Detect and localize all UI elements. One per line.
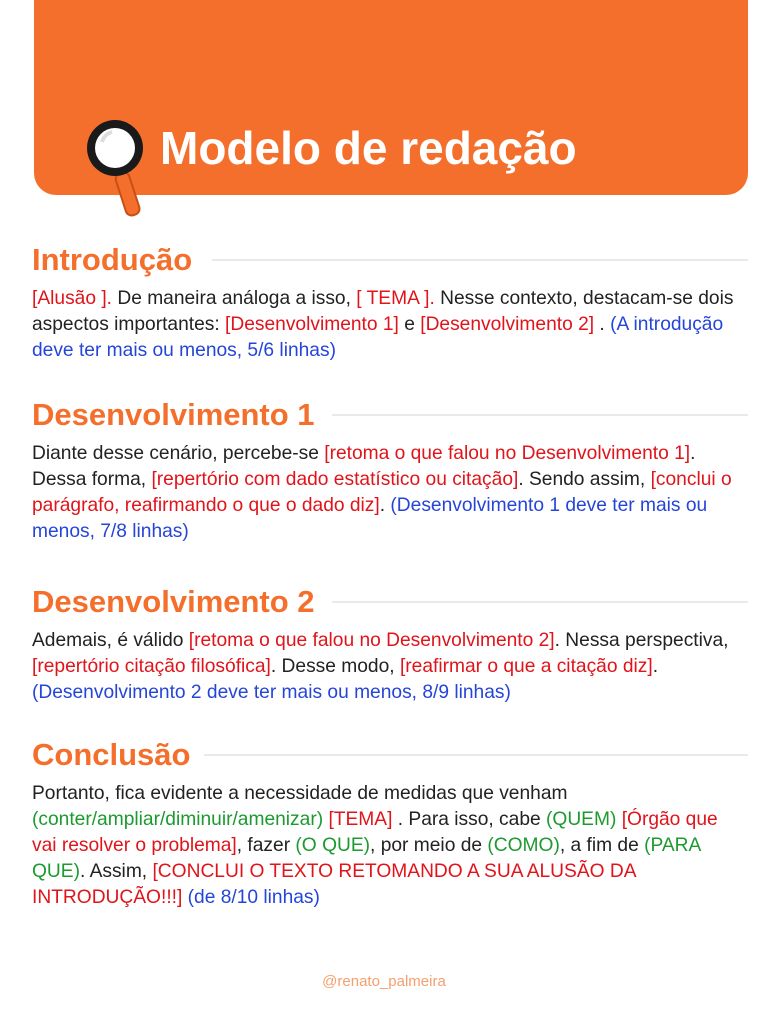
- section-paragraph: Ademais, é válido [retoma o que falou no Desenvolvimento 2]. Nessa perspectiva, [repertório citação filosófica]. Desse modo, [reafirmar o que a citação diz]. (Desenvolvimento 2 deve ter mais ou menos, 8/9 linhas): [32, 630, 729, 703]
- section-heading: Desenvolvimento 2: [32, 580, 329, 624]
- section-heading: Conclusão: [32, 733, 204, 777]
- section-paragraph: Portanto, fica evidente a necessidade de medidas que venham (conter/ampliar/diminuir/amenizar) [TEMA] . Para isso, cabe (QUEM) [Órgão que vai resolver o problema], fazer (O QUE), por meio de (COMO), a fim de (PARA QUE). Assim, [CONCLUI O TEXTO RETOMANDO A SUA ALUSÃO DA INTRODUÇÃO!!!] (de 8/10 linhas): [32, 783, 718, 908]
- section-heading: Desenvolvimento 1: [32, 393, 329, 437]
- section-paragraph: [Alusão ]. De maneira análoga a isso, [ TEMA ]. Nesse contexto, destacam-se dois aspectos importantes: [Desenvolvimento 1] e [Desenvolvimento 2] . (A introdução deve ter mais ou menos, 5/6 linhas): [32, 288, 734, 361]
- divider: [212, 259, 748, 261]
- author-handle: @renato_palmeira: [322, 973, 446, 990]
- section-desenvolvimento-1: [32, 393, 752, 545]
- divider: [202, 754, 748, 756]
- section-conclusao: [32, 733, 752, 911]
- divider: [332, 414, 748, 416]
- section-heading: Introdução: [32, 238, 206, 282]
- divider: [332, 601, 748, 603]
- section-introducao: [32, 238, 752, 364]
- magnifying-glass-icon: [82, 112, 152, 222]
- section-desenvolvimento-2: [32, 580, 752, 706]
- section-paragraph: Diante desse cenário, percebe-se [retoma o que falou no Desenvolvimento 1]. Dessa forma, [repertório com dado estatístico ou citação]. Sendo assim, [conclui o parágrafo, reafirmando o que o dado diz]. (Desenvolvimento 1 deve ter mais ou menos, 7/8 linhas): [32, 443, 732, 542]
- page-title: Modelo de redação: [160, 122, 577, 174]
